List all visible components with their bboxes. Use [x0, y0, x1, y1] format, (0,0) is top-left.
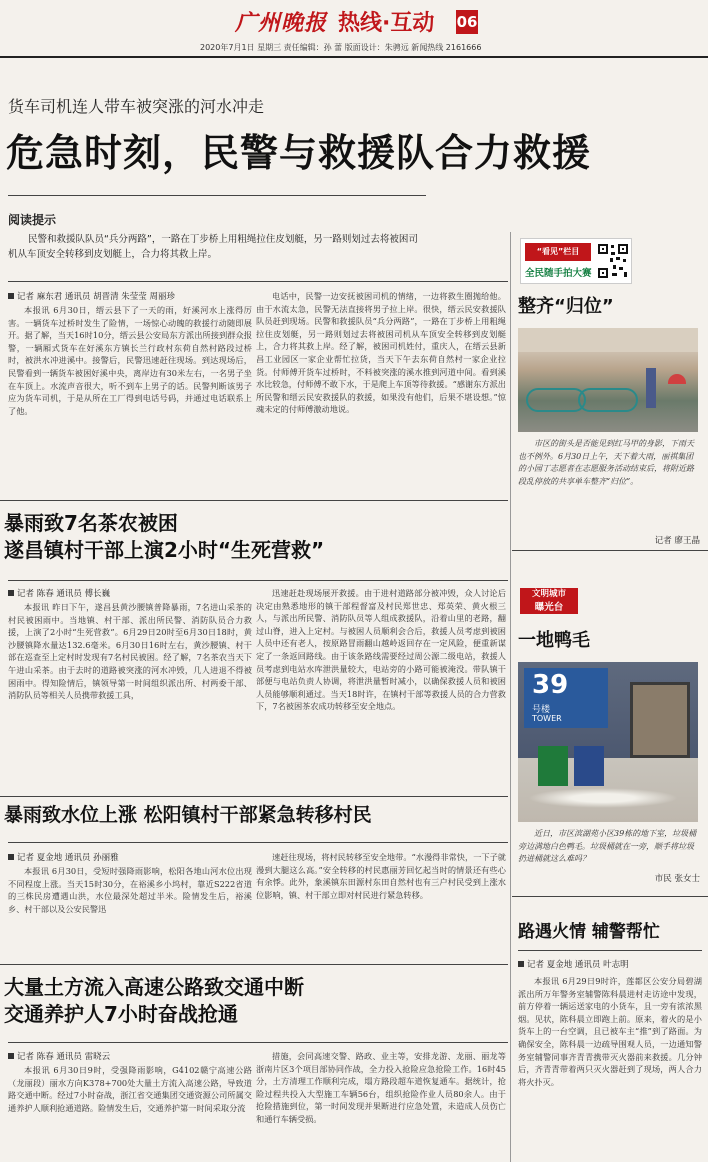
bike-shape	[578, 388, 638, 412]
reading-guide-text: 民警和救援队队员“兵分两路”，一路在丁步桥上用粗绳拉住皮划艇，另一路则划过去将被困司机从车顶安全转移到皮划艇上，合力将其救上岸。	[8, 234, 418, 260]
story3-byline: 记者 夏金地 通讯员 孙丽雅	[8, 851, 119, 863]
story2-headline-2: 遂昌镇村干部上演2小时“生死营救”	[4, 538, 325, 562]
volunteer-figure	[646, 368, 656, 408]
divider	[0, 796, 508, 797]
dateline: 2020年7月1日 星期三 责任编辑：孙 蕾 版面设计：朱骋远 新闻热线 2161666	[200, 43, 482, 52]
story4-body-right: 措施，会同高速交警、路政、业主等，安排龙游、龙丽、丽龙等浙南片区3个项目部协同作战，全力投入抢险应急抢险工作。16时45分，土方清理工作顺利完成，塌方路段超车道恢复通车。据统计，抢险过程共投入大型施工车辆56台，组织抢险作业人员80余人。由于抢险措施到位，第一时间发现并果断进行应急处置，未造成人员伤亡和通行车辆受损。	[256, 1051, 506, 1124]
sidebar-headline-2: 一地鸭毛	[518, 630, 590, 651]
sidebar-caption-2: 近日，市区滨湖苑小区39栋的地下室，垃圾桶旁边满地白色鸭毛。垃圾桶就在一旁，顺手将垃圾扔进桶就这么难吗？	[518, 829, 697, 863]
building-sign-text: 号楼	[532, 705, 551, 715]
sidebar-body-3: 本报讯 6月29日9时许，莲都区公安分局碧湖派出所万年警务室辅警陈科晨进村走访途中发现，前方停着一辆运送家电的小货车，且一旁有浓浓黑烟。见状，陈科晨立即跑上前。原来，着火的是小货车上的一台空调，且已被车主“推”到了路面。为确保安全，陈科晨一边疏导围观人员，一边通知警务室辅警同事齐青青携带灭火器前来救援。几分钟后，齐青青带着两只灭火器赶到了现场，两人合力将火扑灭。	[518, 976, 702, 1087]
doorway	[630, 682, 690, 758]
divider	[8, 580, 508, 581]
story2-headline-1: 暴雨致7名茶农被困	[4, 511, 178, 535]
umbrella-shape	[668, 374, 686, 384]
lead-byline: 记者 麻东君 通讯员 胡晋清 朱莹莹 周丽珍	[8, 290, 175, 302]
sidebar-credit-1: 记者 廖王晶	[654, 536, 700, 546]
feathers-on-ground	[528, 788, 678, 808]
masthead-rule	[0, 56, 708, 58]
logo-text: 全民随手拍大赛	[525, 268, 592, 279]
page-number: 06	[456, 10, 478, 34]
lead-body-left: 本报讯 6月30日，缙云县下了一天的雨，好溪河水上涨得厉害。一辆货车过桥时发生了险情，一场惊心动魄的救援行动随即展开。据了解，当天16时10分，缙云县公安局东方派出所接到群众报警，一辆厢式货车在好溪东方镇长兰行政村东荷自然村路段过桥时，被洪水冲进溪中。接警后，民警迅速赶往现场。到达现场后，民警看到一辆货车被困好溪中央，离岸边有30米左右，一名男子坐在车顶上。水流声音很大，听不到车上男子的话。民警判断该男子应为货车司机，于是从所在工厂得到电话号码，并通过电话联系上了他。	[8, 305, 252, 416]
lead-headline: 危急时刻，民警与救援队合力救援	[6, 131, 592, 175]
lead-body-right: 电话中，民警一边安抚被困司机的情绪，一边将救生圈抛给他。由于水流太急，民警无法直接将男子拉上岸。很快，缙云民安救援队队员赶到现场。民警和救援队员“兵分两路”，一路在丁步桥上用粗绳拉住皮划艇，另一路则划过去将被困司机从车顶安全转移到皮划艇上，合力将其救上岸。经了解，被困司机姓付，重庆人，在缙云县新昌工业园区一家企业帮忙拉货，当天下午去东荷自然村一家企业拉货。付师傅开货车过桥时，不料被突涨的溪水推到河道中间。看到溪水比较急，付师傅不敢下水，于是爬上车顶等待救援。“感谢东方派出所民警和缙云民安救援队的救援，如果没有他们，后果不堪设想。”惊魂未定的付师傅激动地说。	[256, 291, 506, 415]
photo-contest-logo	[520, 238, 632, 284]
sidebar-headline-1: 整齐“归位”	[518, 296, 614, 317]
story3-body-left: 本报讯 6月30日，受短时强降雨影响，松阳各地山河水位出现不同程度上涨。当天15时30分，在裕溪乡小坞村，靠近S222省道的三株民房遭遇山洪，水位最深处超过半米。险情发生后，裕溪乡、村干部以及公安民警迅	[8, 866, 252, 914]
sidebar-headline-3: 路遇火情 辅警帮忙	[518, 922, 660, 942]
divider	[0, 500, 508, 501]
stamp-line-2: 曝光台	[534, 602, 564, 613]
story4-headline-1: 大量土方流入高速公路致交通中断	[4, 975, 304, 999]
divider	[8, 281, 508, 282]
trash-bin-green	[538, 746, 568, 786]
building-number: 39	[532, 670, 569, 700]
logo-badge: “看见”栏目	[525, 243, 591, 261]
masthead-title: 广州晚报	[235, 10, 328, 36]
exposure-stamp	[520, 588, 578, 614]
reading-guide-label: 阅读提示	[8, 213, 57, 227]
story4-byline: 记者 陈春 通讯员 雷晓云	[8, 1050, 110, 1062]
story4-body-left: 本报讯 6月30日9时，受强降雨影响，G4102赣宁高速公路（龙丽段）丽水方向K378+700处大量土方流入高速公路，导致道路交通中断。经过7小时奋战，浙江省交通集团交通资源公司所属交通养护人顺利抢通道路。险情发生后，交通养护第一时间采取分流	[8, 1065, 252, 1113]
building-sign	[524, 668, 608, 728]
qr-code-icon	[597, 243, 629, 279]
divider	[0, 964, 508, 965]
divider	[512, 550, 708, 551]
lead-kicker: 货车司机连人带车被突涨的河水冲走	[8, 97, 265, 116]
sidebar-caption-1: 市区的街头是否能见到红马甲的身影，下雨天也不例外。6月30日上午，天下着大雨，丽祺集团的小园丁志愿者在志愿服务活动结束后，将附近路段乱停放的共享单车整齐“归位”。	[518, 439, 694, 486]
sidebar-byline-3: 记者 夏金地 通讯员 叶志明	[518, 958, 629, 970]
trash-bin-blue	[574, 746, 604, 786]
duck-feathers-photo	[518, 662, 698, 822]
divider	[8, 1042, 508, 1043]
divider	[518, 950, 702, 951]
divider	[512, 896, 708, 897]
masthead-section: 热线·互动	[338, 11, 435, 36]
story4-headline-2: 交通养护人7小时奋战抢通	[4, 1002, 238, 1026]
story3-body-right: 速赶往现场，将村民转移至安全地带。“水漫得非常快，一下子就漫到大腿这么高。”安全转移的村民惠丽芳回忆起当时的情景还有些心有余悸。此外，象溪镇东田源村东田自然村也有三户村民受到上涨水位影响，镇、村干部立即对村民进行紧急转移。	[256, 852, 506, 900]
story3-headline: 暴雨致水位上涨 松阳镇村干部紧急转移村民	[4, 804, 372, 826]
story2-body-right: 迅速赶赴现场展开救援。由于进村道路部分被冲毁，众人讨论后决定由熟悉地形的镇干部程督富及村民郑世忠、郑英荣、黄火根三人，与派出所民警、消防队员等人组成救援队，沿着山里的老路，翻过山脊，进入上定村。与被困人员顺利会合后，救援人员考虑到被困人员中还有老人，按原路冒雨翻山越岭返回存在一定风险，便重新谋定了一条返回路线。由于该条路线需要经过周公源二级电站，救援人员考虑到电站水库泄洪量较大，电站旁的小路可能被淹没。带队镇干部便与电站负责人协调，将泄洪量暂时减小，以确保救援人员和被困人员能够顺利通过。当天18时许，在镇村干部等救援人员的合力营救下，7名被困茶农成功转移至安全地点。	[256, 588, 506, 712]
photo-building	[518, 328, 698, 352]
bike-parking-photo	[518, 328, 698, 432]
column-divider	[510, 232, 511, 1162]
divider	[8, 195, 426, 196]
stamp-line-1: 文明城市	[531, 589, 566, 599]
sidebar-credit-2: 市民 张女士	[654, 874, 700, 884]
story2-byline: 记者 陈春 通讯员 傅长巍	[8, 587, 110, 599]
divider	[8, 842, 508, 843]
building-sign-english: TOWER	[532, 714, 562, 723]
bike-shape	[526, 388, 586, 412]
story2-body-left: 本报讯 昨日下午，遂昌县黄沙腰镇普降暴雨，7名进山采茶的村民被困雨中。当地镇、村干部、派出所民警、消防队员合力救援，上演了2小时“生死营救”。6月29日20时至6月30日18时，黄沙腰镇降水量达132.6毫米。6月30日16时左右，黄沙腰镇、村干部在巡查至上定村时发现有7名村民被困。经了解，7名茶农当天下午进山采茶。由于去时的道路被突涨的河水冲毁，几人进退不得被困雨中。得知险情后，镇领导第一时间组织派出所、村两委干部、消防队员等相关人员携带救援工具，	[8, 602, 252, 701]
